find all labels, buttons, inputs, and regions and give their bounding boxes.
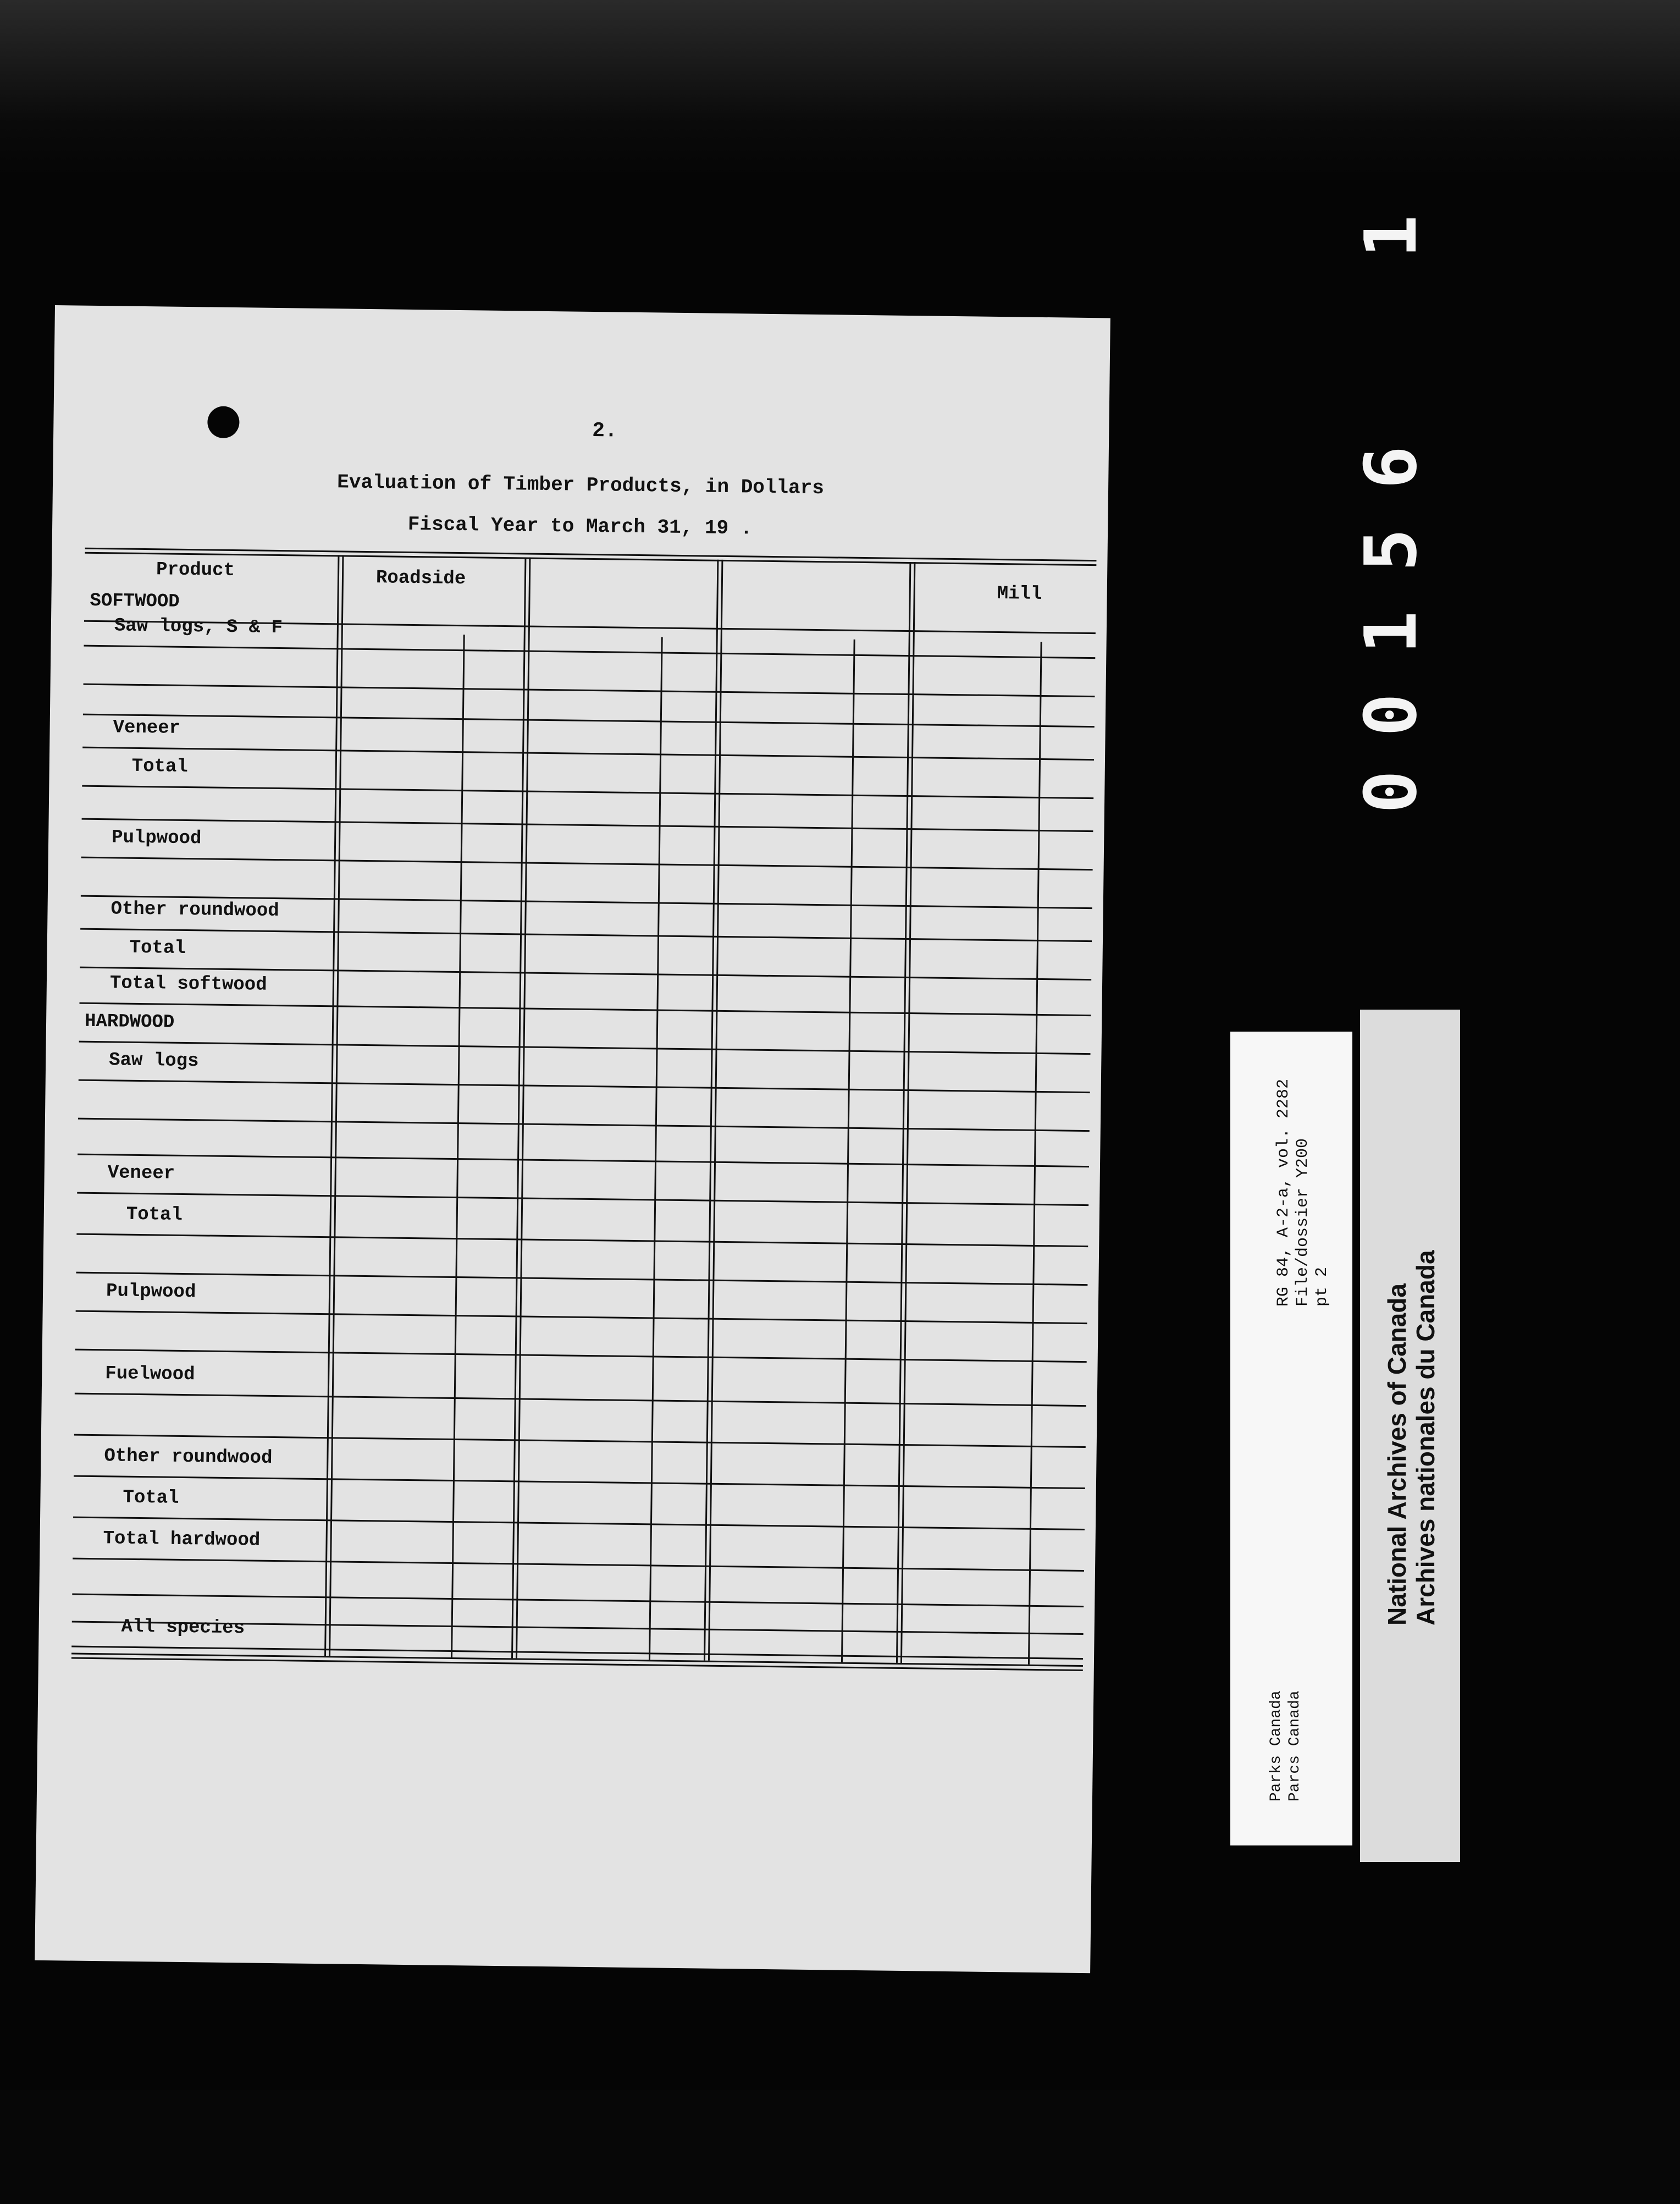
subcolumn-divider bbox=[1028, 642, 1042, 1665]
row-rule bbox=[80, 928, 1092, 942]
column-header-mill: Mill bbox=[997, 583, 1042, 605]
row-rule bbox=[79, 1002, 1091, 1016]
punch-hole bbox=[207, 406, 240, 438]
row-rule bbox=[73, 1558, 1084, 1572]
frame-digit: 0 bbox=[1349, 693, 1433, 737]
row-label: SOFTWOOD bbox=[90, 590, 180, 613]
row-rule bbox=[75, 1349, 1087, 1363]
row-rule bbox=[76, 1233, 1088, 1247]
agency-name-en: Parks Canada bbox=[1268, 1690, 1285, 1801]
row-rule bbox=[78, 1118, 1090, 1132]
row-rule bbox=[83, 714, 1095, 728]
row-label: Pulpwood bbox=[111, 827, 202, 850]
row-rule bbox=[76, 1310, 1087, 1324]
subcolumn-divider bbox=[649, 637, 663, 1660]
national-archives-card bbox=[1360, 1010, 1460, 1862]
reference-line-3: pt 2 bbox=[1313, 1266, 1331, 1307]
row-label: Saw logs bbox=[108, 1050, 199, 1072]
row-label: All species bbox=[121, 1616, 245, 1639]
row-rule bbox=[78, 1154, 1089, 1167]
row-rule bbox=[79, 1079, 1090, 1093]
frame-digit: 6 bbox=[1349, 445, 1433, 489]
row-rule bbox=[77, 1192, 1088, 1206]
row-label: Total bbox=[126, 1204, 183, 1226]
frame-digit: 0 bbox=[1349, 770, 1433, 814]
form-sheet bbox=[35, 305, 1110, 1973]
row-label: Other roundwood bbox=[110, 899, 279, 922]
row-label: Veneer bbox=[107, 1162, 175, 1184]
row-rule bbox=[73, 1517, 1085, 1530]
scan-border-bottom bbox=[0, 2090, 1680, 2204]
row-label: Saw logs, S & F bbox=[114, 615, 283, 639]
archives-name-en: National Archives of Canada bbox=[1383, 1283, 1411, 1626]
form-title: Evaluation of Timber Products, in Dollars bbox=[336, 471, 825, 500]
row-rule bbox=[75, 1393, 1086, 1407]
subcolumn-divider bbox=[451, 635, 465, 1657]
row-label: Other roundwood bbox=[104, 1446, 273, 1469]
row-rule bbox=[82, 818, 1093, 832]
row-rule bbox=[81, 857, 1093, 870]
row-label: Total bbox=[123, 1487, 179, 1509]
row-rule bbox=[84, 645, 1095, 659]
frame-digit: 5 bbox=[1349, 528, 1433, 572]
row-label: Fuelwood bbox=[105, 1363, 195, 1386]
row-label: Pulpwood bbox=[106, 1281, 196, 1303]
reference-line-1: RG 84, A-2-a, vol. 2282 bbox=[1274, 1078, 1293, 1307]
frame-digit: 1 bbox=[1349, 214, 1433, 258]
scan-border-top bbox=[0, 0, 1680, 176]
row-label: Veneer bbox=[113, 717, 181, 739]
row-rule bbox=[74, 1434, 1086, 1448]
archives-name-fr: Archives nationales du Canada bbox=[1411, 1250, 1440, 1626]
row-rule bbox=[82, 785, 1093, 799]
row-label: HARDWOOD bbox=[84, 1011, 175, 1033]
row-label: Total softwood bbox=[109, 973, 267, 996]
page-number: 2. bbox=[592, 418, 618, 443]
subcolumn-divider bbox=[841, 640, 855, 1662]
column-header-roadside: Roadside bbox=[375, 567, 466, 590]
row-rule bbox=[72, 1594, 1084, 1607]
archive-reference-card bbox=[1230, 1032, 1352, 1845]
reference-line-2: File/dossier Y200 bbox=[1294, 1138, 1312, 1307]
form-subtitle: Fiscal Year to March 31, 19 . bbox=[407, 513, 753, 540]
row-rule bbox=[84, 684, 1095, 697]
row-label: Total bbox=[129, 937, 186, 959]
row-label: Total bbox=[131, 756, 189, 778]
frame-digit: 1 bbox=[1349, 610, 1433, 654]
row-rule bbox=[71, 1646, 1083, 1660]
row-rule bbox=[79, 1041, 1091, 1055]
row-label: Total hardwood bbox=[103, 1528, 261, 1551]
row-rule bbox=[82, 747, 1094, 761]
agency-name-fr: Parcs Canada bbox=[1286, 1690, 1303, 1801]
row-rule bbox=[74, 1475, 1085, 1489]
column-header-product: Product bbox=[156, 559, 235, 582]
row-rule bbox=[76, 1272, 1087, 1286]
